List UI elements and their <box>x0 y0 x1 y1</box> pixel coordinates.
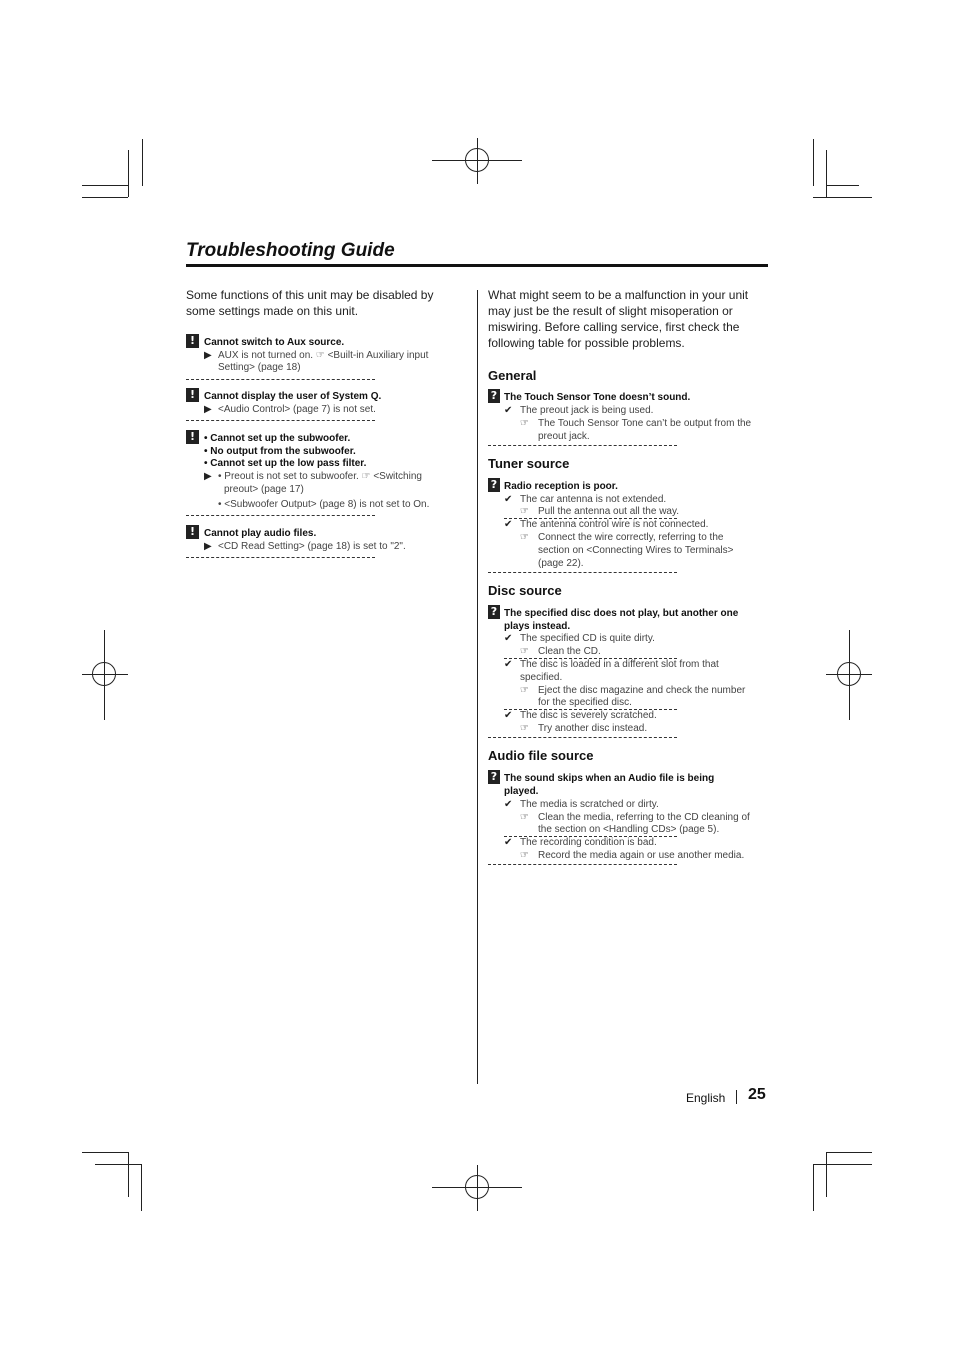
remedy-icon: ☞ <box>520 812 529 823</box>
problem-system-q: Cannot display the user of System Q. <box>204 391 382 402</box>
arrow-icon: ▶ <box>204 541 212 552</box>
section-heading-general: General <box>488 368 537 383</box>
remedy-text: Connect the wire correctly, referring to the <box>538 532 724 543</box>
title-rule <box>186 264 768 267</box>
cause-text: AUX is not turned on. ☞ <Built-in Auxiliary input <box>218 350 429 361</box>
question-icon: ? <box>488 389 500 403</box>
separator <box>488 737 677 738</box>
problem-subwoofer: • Cannot set up the low pass filter. <box>204 458 367 469</box>
check-icon: ✔ <box>504 494 513 505</box>
cause-text: The media is scratched or dirty. <box>520 799 659 810</box>
remedy-icon: ☞ <box>520 506 529 517</box>
check-icon: ✔ <box>504 710 513 721</box>
arrow-icon: ▶ <box>204 404 212 415</box>
remedy-text: Clean the CD. <box>538 646 601 657</box>
separator <box>186 515 375 516</box>
remedy-icon: ☞ <box>520 850 529 861</box>
warning-icon: ! <box>186 334 199 348</box>
check-icon: ✔ <box>504 633 513 644</box>
remedy-text: preout jack. <box>538 431 590 442</box>
cause-text: The disc is severely scratched. <box>520 710 657 721</box>
cause-text: The disc is loaded in a different slot from that <box>520 659 719 670</box>
problem-aux: Cannot switch to Aux source. <box>204 337 345 348</box>
remedy-text: (page 22). <box>538 558 584 569</box>
footer-language: English <box>686 1091 726 1105</box>
cause-text: specified. <box>520 672 563 683</box>
remedy-icon: ☞ <box>520 532 529 543</box>
page-title: Troubleshooting Guide <box>186 240 395 261</box>
right-intro: What might seem to be a malfunction in your unit may just be the result of slight misoperation or miswiring. Before calling service, first check the following table for possible problems. <box>488 288 749 350</box>
question-icon: ? <box>488 605 500 619</box>
arrow-icon: ▶ <box>204 350 212 361</box>
section-heading-audio: Audio file source <box>488 748 594 763</box>
warning-icon: ! <box>186 430 199 444</box>
separator <box>488 572 677 573</box>
remedy-icon: ☞ <box>520 685 529 696</box>
cause-text: <Audio Control> (page 7) is not set. <box>218 404 376 415</box>
remedy-text: for the specified disc. <box>538 697 632 708</box>
separator <box>186 557 375 558</box>
cause-text: Setting> (page 18) <box>218 362 301 373</box>
footer-divider <box>736 1090 737 1104</box>
problem-text: plays instead. <box>504 621 571 632</box>
question-icon: ? <box>488 770 500 784</box>
cause-text: • Preout is not set to subwoofer. ☞ <Switching <box>218 471 422 482</box>
separator <box>488 864 677 865</box>
warning-icon: ! <box>186 388 199 402</box>
problem-subwoofer: • No output from the subwoofer. <box>204 446 356 457</box>
problem-text: The specified disc does not play, but another one <box>504 608 739 619</box>
section-heading-disc: Disc source <box>488 583 562 598</box>
remedy-text: Eject the disc magazine and check the number <box>538 685 746 696</box>
check-icon: ✔ <box>504 405 513 416</box>
remedy-text: section on <Connecting Wires to Terminals> <box>538 545 734 556</box>
remedy-text: Try another disc instead. <box>538 723 648 734</box>
check-icon: ✔ <box>504 519 513 530</box>
page-number: 25 <box>748 1086 766 1103</box>
problem-audio-files: Cannot play audio files. <box>204 528 317 539</box>
separator <box>488 445 677 446</box>
arrow-icon: ▶ <box>204 471 212 482</box>
cause-text: The antenna control wire is not connected. <box>520 519 709 530</box>
cause-text: The recording condition is bad. <box>520 837 657 848</box>
remedy-text: the section on <Handling CDs> (page 5). <box>538 824 720 835</box>
separator <box>186 379 375 380</box>
left-intro: Some functions of this unit may be disabled by some settings made on this unit. <box>186 288 434 318</box>
separator <box>186 420 375 421</box>
remedy-text: Record the media again or use another media. <box>538 850 745 861</box>
problem-text: The sound skips when an Audio file is being <box>504 773 715 784</box>
warning-icon: ! <box>186 525 199 539</box>
check-icon: ✔ <box>504 659 513 670</box>
check-icon: ✔ <box>504 837 513 848</box>
remedy-text: The Touch Sensor Tone can’t be output from the <box>538 418 752 429</box>
cause-text: The preout jack is being used. <box>520 405 654 416</box>
problem-subwoofer: • Cannot set up the subwoofer. <box>204 433 351 444</box>
cause-text: • <Subwoofer Output> (page 8) is not set to On. <box>218 499 430 510</box>
cause-text: preout> (page 17) <box>224 484 304 495</box>
problem-text: Radio reception is poor. <box>504 481 618 492</box>
check-icon: ✔ <box>504 799 513 810</box>
cause-text: The specified CD is quite dirty. <box>520 633 655 644</box>
column-divider <box>477 290 478 1084</box>
problem-text: The Touch Sensor Tone doesn’t sound. <box>504 392 691 403</box>
cause-text: <CD Read Setting> (page 18) is set to "2". <box>218 541 406 552</box>
cause-text: The car antenna is not extended. <box>520 494 667 505</box>
problem-text: played. <box>504 786 539 797</box>
remedy-icon: ☞ <box>520 723 529 734</box>
remedy-text: Clean the media, referring to the CD cleaning of <box>538 812 750 823</box>
remedy-icon: ☞ <box>520 418 529 429</box>
remedy-icon: ☞ <box>520 646 529 657</box>
question-icon: ? <box>488 478 500 492</box>
section-heading-tuner: Tuner source <box>488 456 570 471</box>
remedy-text: Pull the antenna out all the way. <box>538 506 680 517</box>
